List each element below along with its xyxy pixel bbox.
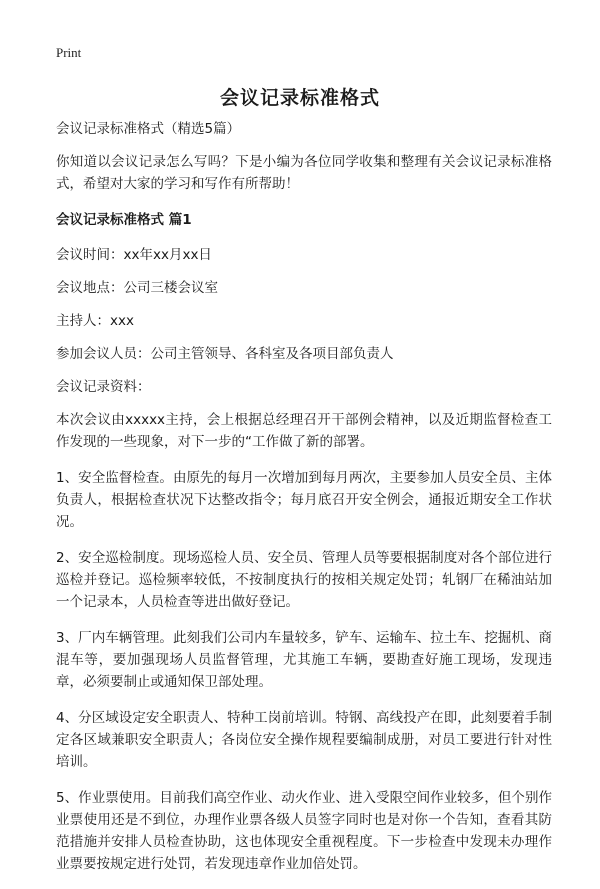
meeting-attendees: 参加会议人员：公司主管领导、各科室及各项目部负责人 bbox=[56, 346, 394, 362]
print-link[interactable]: Print bbox=[56, 45, 82, 60]
document-body bbox=[56, 118, 552, 889]
record-paragraph: 本次会议由xxxxx主持，会上根据总经理召开干部例会精神，以及近期监督检查工作发现的一些现象，对下一步的“工作做了新的部署。 bbox=[56, 412, 552, 450]
record-paragraph: 3、厂内车辆管理。此刻我们公司内车量较多，铲车、运输车、拉土车、挖掘机、商混车等，要加强现场人员监督管理，尤其施工车辆，要勘查好施工现场，发现违章，必须要制止或通知保卫部处理。 bbox=[56, 630, 552, 690]
meeting-place: 会议地点：公司三楼会议室 bbox=[56, 280, 218, 296]
record-paragraph: 5、作业票使用。目前我们高空作业、动火作业、进入受限空间作业较多，但个别作业票使用还是不到位，办理作业票各级人员签字同时也是对你一个告知，查看其防范措施并安排人员检查协助，这也体现安全重视程度。下一步检查中发现未办理作业票要按规定进行处罚，若发现违章作业加倍处罚。 bbox=[56, 790, 552, 872]
record-paragraph: 2、安全巡检制度。现场巡检人员、安全员、管理人员等要根据制度对各个部位进行巡检并登记。巡检频率较低，不按制度执行的按相关规定处罚；轧钢厂在稀油站加一个记录本，人员检查等进出做好登记。 bbox=[56, 550, 552, 610]
intro-paragraph: 你知道以会议记录怎么写吗？下是小编为各位同学收集和整理有关会议记录标准格式，希望对大家的学习和写作有所帮助！ bbox=[56, 154, 552, 192]
record-paragraph: 4、分区域设定安全职责人、特种工岗前培训。特钢、高线投产在即，此刻要着手制定各区域兼职安全职责人；各岗位安全操作规程要编制成册，对员工要进行针对性培训。 bbox=[56, 710, 552, 770]
section-heading: 会议记录标准格式 篇1 bbox=[56, 212, 192, 228]
record-paragraph: 1、安全监督检查。由原先的每月一次增加到每月两次，主要参加人员安全员、主体负责人，根据检查状况下达整改指令；每月底召开安全例会，通报近期安全工作状况。 bbox=[56, 470, 552, 530]
meeting-time: 会议时间：xx年xx月xx日 bbox=[56, 247, 212, 263]
record-label: 会议记录资料： bbox=[56, 379, 151, 395]
document-subtitle: 会议记录标准格式（精选5篇） bbox=[56, 121, 241, 137]
meeting-host: 主持人：xxx bbox=[56, 313, 134, 329]
document-title: 会议记录标准格式 bbox=[219, 87, 380, 109]
